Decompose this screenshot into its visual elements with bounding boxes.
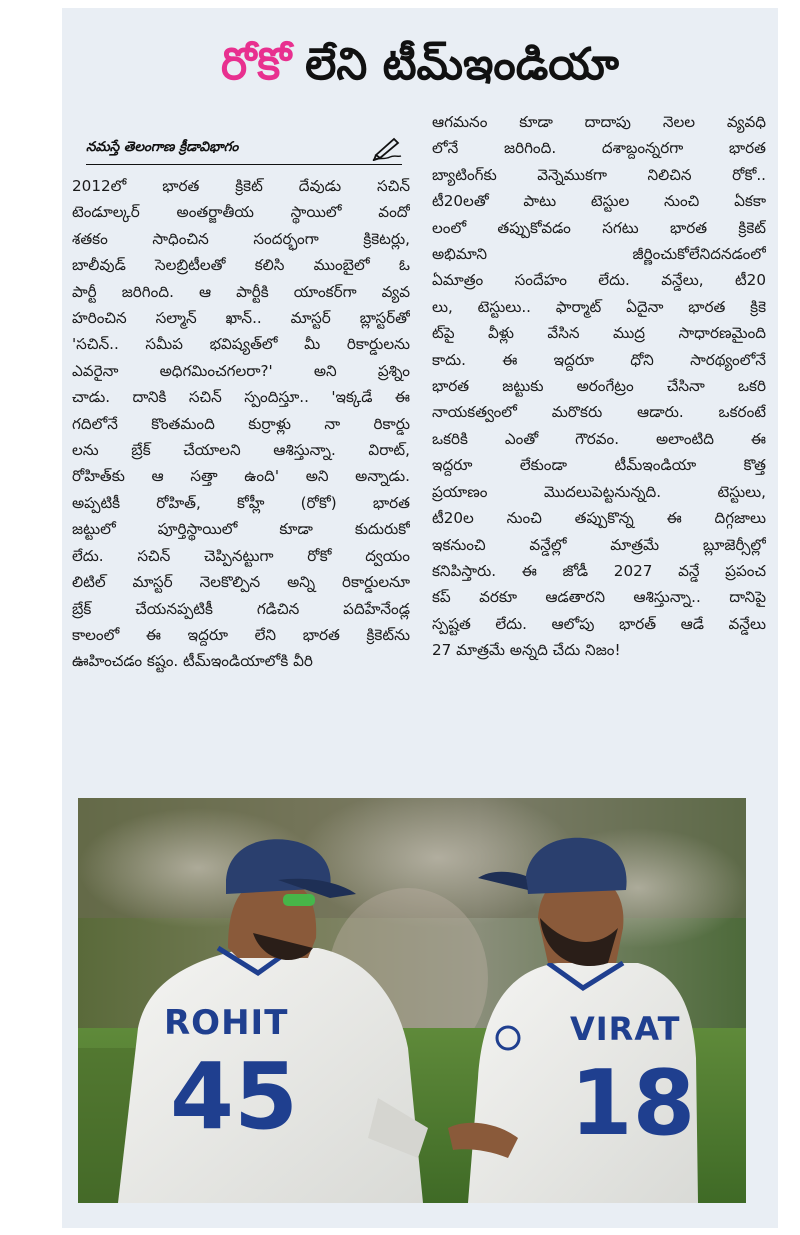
- article-line: 27 మాత్రమే అన్నది చేదు నిజం!: [432, 641, 621, 660]
- article-line: అభిమాని జీర్ణించుకోలేనిదనడంలో: [432, 245, 766, 264]
- article-line: గదిలోనే కొంతమంది కుర్రాళ్లు నా రికార్డు: [72, 414, 410, 433]
- players-photo-art: [78, 798, 746, 1203]
- article-line: లిటిల్ మాస్టర్ నెలకొల్పిన అన్ని రికార్డులనూ: [72, 573, 410, 592]
- right-player-name: VIRAT: [570, 1010, 681, 1048]
- article-line: హరించిన సల్మాన్ ఖాన్.. మాస్టర్ బ్లాస్టర్‌తో: [72, 309, 410, 328]
- article-line: ఇకనుంచి వన్డేల్లో మాత్రమే బ్లూజెర్సీల్లో: [432, 535, 766, 554]
- article-line: ఆగమనం కూడా దాదాపు నెలల వ్యవధి: [432, 113, 766, 131]
- article-line: బ్యాటింగ్‌కు వెన్నెముకగా నిలిచిన రోకో..: [432, 165, 766, 184]
- article-line: ఏమాత్రం సందేహం లేదు. వన్డేలు, టీ20: [432, 271, 766, 290]
- newspaper-clipping: [62, 8, 778, 1228]
- article-line: ఒకరికి ఎంతో గౌరవం. అలాంటిది ఈ: [432, 429, 766, 448]
- article-line: టెండూల్కర్ అంతర్జాతీయ స్థాయిలో వందో: [72, 203, 410, 222]
- byline-text: నమస్తే తెలంగాణ క్రీడావిభాగం: [86, 138, 239, 155]
- article-line: కప్ వరకూ ఆడతారని ఆశిస్తున్నా.. దానిపై: [432, 588, 766, 607]
- article-line: 'సచిన్.. సమీప భవిష్యత్‌లో మీ రికార్డులను: [72, 335, 410, 354]
- article-line: చాడు. దానికి సచిన్ స్పందిస్తూ.. 'ఇక్కడే ఈ: [72, 388, 410, 407]
- article-line: భారత జట్టుకు అరంగేట్రం చేసినా ఒకరి: [432, 377, 766, 396]
- article-line: ఇద్దరూ లేకుండా టీమ్ఇండియా కొత్త: [432, 456, 766, 475]
- article-line: లను బ్రేక్ చేయాలని ఆశిస్తున్నా. విరాట్,: [72, 441, 410, 460]
- players-photo: [78, 798, 746, 1203]
- article-line: నాయకత్వంలో మరొకరు ఆడారు. ఒకరంటే: [432, 403, 766, 422]
- article-line: ఎవరైనా అధిగమించగలరా?' అని ప్రశ్నిం: [72, 361, 410, 380]
- article-line: లంలో తప్పుకోవడం సగటు భారత క్రికెట్: [432, 218, 766, 237]
- article-line: లేదు. సచిన్ చెప్పినట్టుగా రోకో ద్వయం: [72, 546, 410, 565]
- article-column-right: [432, 109, 766, 664]
- article-line: కనిపిస్తారు. ఈ జోడీ 2027 వన్డే ప్రపంచ: [432, 561, 766, 580]
- article-line: టీ20ల నుంచి తప్పుకొన్న ఈ దిగ్గజాలు: [432, 509, 766, 528]
- byline: [86, 132, 402, 165]
- article-line: 2012లో భారత క్రికెట్ దేవుడు సచిన్: [72, 177, 410, 195]
- article-line: పార్టీ జరిగింది. ఆ పార్టీకి యాంకర్‌గా వ్యవ: [72, 282, 410, 301]
- article-line: జట్టులో పూర్తిస్థాయిలో కూడా కుదురుకో: [72, 520, 410, 539]
- article-line: కాదు. ఈ ఇద్దరూ ధోని సారథ్యంలోనే: [432, 350, 766, 369]
- article-line: బ్రేక్ చేయనప్పటికీ గడిచిన పదిహేనేండ్ల: [72, 599, 410, 618]
- headline-main: లేని టీమ్‌ఇండియా: [305, 39, 619, 90]
- article-line: అప్పటికీ రోహిత్, కోహ్లీ (రోకో) భారత: [72, 493, 410, 512]
- article-line: స్పష్టత లేదు. ఆలోపు భారత్ ఆడే వన్డేలు: [432, 614, 766, 633]
- article-line: కాలంలో ఈ ఇద్దరూ లేని భారత క్రికెట్‌ను: [72, 625, 410, 644]
- headline-accent: రోకో: [220, 39, 292, 90]
- left-player-number: 45: [170, 1043, 299, 1150]
- pen-icon: [372, 135, 402, 161]
- headline: [62, 30, 778, 100]
- right-player-number: 18: [570, 1051, 696, 1156]
- article-line: లు, టెస్టులు.. ఫార్మాట్ ఏదైనా భారత క్రికె: [432, 297, 766, 316]
- article-line: రోహిత్‌కు ఆ సత్తా ఉంది' అని అన్నాడు.: [72, 467, 410, 486]
- article-column-left: [72, 173, 410, 675]
- article-line: టీ20లతో పాటు టెస్టుల నుంచి ఏకకా: [432, 192, 766, 211]
- article-line: లోనే జరిగింది. దశాబ్దంన్నరగా భారత: [432, 139, 766, 158]
- article-line: ఊహించడం కష్టం. టీమ్ఇండియాలోకి వీరి: [72, 652, 313, 671]
- left-player-name: ROHIT: [164, 1003, 289, 1043]
- article-line: బాలీవుడ్ సెలబ్రిటీలతో కలిసి ముంబైలో ఓ: [72, 256, 410, 275]
- article-line: ప్రయాణం మొదలుపెట్టనున్నది. టెస్టులు,: [432, 482, 766, 501]
- article-line: ట్‌పై వీళ్లు వేసిన ముద్ర సాధారణమైంది: [432, 324, 766, 343]
- article-line: శతకం సాధించిన సందర్భంగా క్రికెటర్లు,: [72, 229, 410, 248]
